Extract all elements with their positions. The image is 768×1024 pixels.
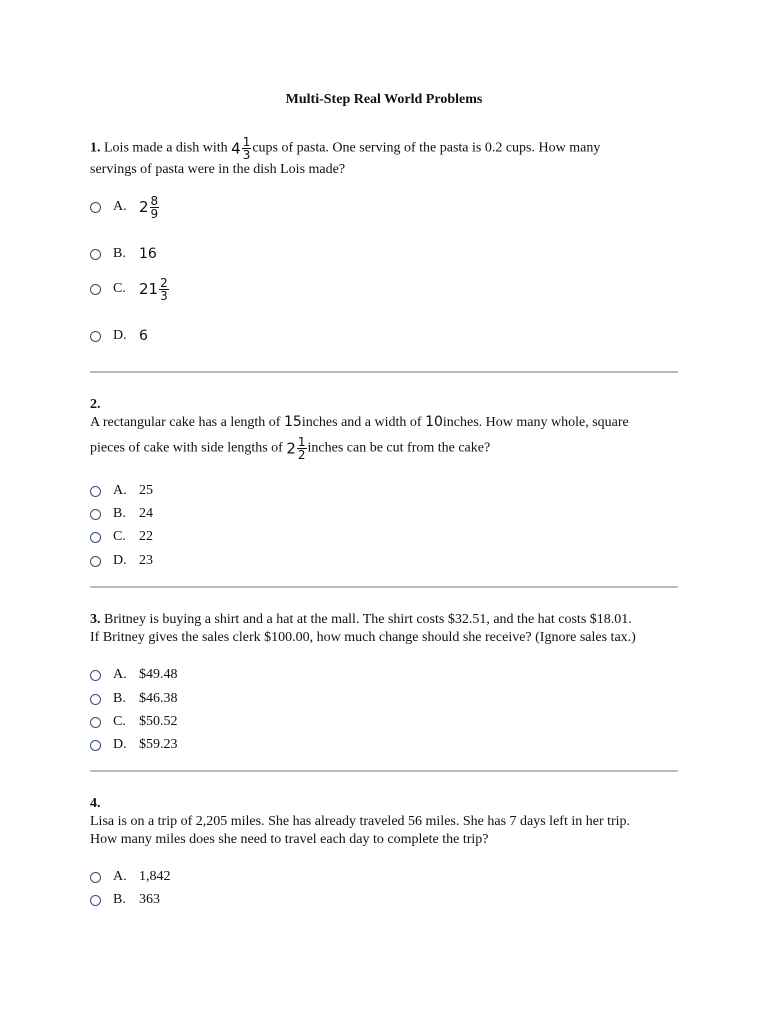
section-divider — [90, 770, 678, 772]
question-4-line-1: Lisa is on a trip of 2,205 miles. She has already traveled 56 miles. She has 7 days left in her trip. — [90, 814, 631, 829]
radio-button-icon[interactable] — [90, 284, 101, 295]
radio-button-icon[interactable] — [90, 740, 101, 751]
option-letter: B. — [113, 892, 126, 907]
option-value: 23 — [139, 553, 153, 568]
option-letter: B. — [113, 246, 126, 261]
question-1-number: 1. — [90, 140, 101, 156]
option-letter: C. — [113, 529, 126, 544]
q3-option-d[interactable] — [90, 735, 178, 755]
question-3-number: 3. — [90, 612, 101, 627]
q2-option-b[interactable] — [90, 504, 153, 524]
radio-button-icon[interactable] — [90, 670, 101, 681]
q3-option-b[interactable] — [90, 689, 178, 709]
q1-option-a[interactable] — [90, 193, 160, 221]
q2-option-a[interactable] — [90, 481, 153, 501]
option-letter: D. — [113, 328, 127, 343]
question-2-length: 15 — [283, 414, 302, 430]
radio-button-icon[interactable] — [90, 717, 101, 728]
question-2-width: 10 — [425, 414, 443, 430]
radio-button-icon[interactable] — [90, 202, 101, 213]
option-value: 2 $\frac{8}{9}$ — [139, 193, 159, 221]
q1-option-b[interactable] — [90, 244, 157, 264]
question-1-line-1 — [90, 136, 600, 161]
option-value: 363 — [139, 892, 160, 907]
radio-button-icon[interactable] — [90, 872, 101, 883]
question-3-line-1: 3. Britney is buying a shirt and a hat at the mall. The shirt costs $32.51, and the hat costs $18.01. — [90, 612, 632, 627]
question-1-text-a: Lois made a dish with — [104, 140, 228, 156]
option-letter: A. — [113, 199, 127, 214]
radio-button-icon[interactable] — [90, 486, 101, 497]
option-value: $46.38 — [139, 691, 178, 706]
option-value: 6 — [139, 328, 148, 344]
radio-button-icon[interactable] — [90, 694, 101, 705]
option-letter: D. — [113, 553, 127, 568]
radio-button-icon[interactable] — [90, 532, 101, 543]
option-letter: A. — [113, 667, 127, 682]
option-value: 21 $\frac{2}{3}$ — [139, 275, 168, 303]
q4-option-a[interactable] — [90, 867, 171, 887]
question-4-number: 4. — [90, 796, 101, 811]
option-value: $50.52 — [139, 714, 178, 729]
option-letter: A. — [113, 483, 127, 498]
question-1-text-b: cups of pasta. One serving of the pasta is 0.2 cups. How many — [252, 140, 601, 156]
option-value: $59.23 — [139, 737, 178, 752]
section-divider — [90, 371, 678, 373]
q2-option-c[interactable] — [90, 527, 153, 547]
section-divider — [90, 586, 678, 588]
question-3-line-2: If Britney gives the sales clerk $100.00, how much change should she receive? (Ignore sales tax.) — [90, 630, 636, 645]
question-2-line-1: A rectangular cake has a length of 15inches and a width of 10inches. How many whole, square — [90, 414, 629, 430]
option-value: 1,842 — [139, 869, 171, 884]
radio-button-icon[interactable] — [90, 249, 101, 260]
page-title: Multi-Step Real World Problems — [285, 92, 483, 107]
q1-option-c[interactable] — [90, 275, 170, 303]
radio-button-icon[interactable] — [90, 895, 101, 906]
q4-option-b[interactable] — [90, 890, 160, 910]
question-1-fraction: $\frac{1}{3}$ — [242, 135, 251, 162]
option-value: 25 — [139, 483, 153, 498]
question-2-line-2: pieces of cake with side lengths of 2 $\frac{1}{2}$ inches can be cut from the cake? — [90, 435, 491, 462]
question-4-line-2: How many miles does she need to travel each day to complete the trip? — [90, 832, 489, 847]
question-2-number: 2. — [90, 397, 101, 412]
question-2-mixed-whole: 2 — [286, 439, 296, 458]
option-letter: B. — [113, 691, 126, 706]
option-letter: B. — [113, 506, 126, 521]
option-value: $49.48 — [139, 667, 178, 682]
option-value: 24 — [139, 506, 153, 521]
question-1-line-2: servings of pasta were in the dish Lois made? — [90, 162, 346, 177]
option-letter: D. — [113, 737, 127, 752]
option-value: 16 — [139, 246, 157, 262]
q3-option-c[interactable] — [90, 712, 178, 732]
radio-button-icon[interactable] — [90, 556, 101, 567]
q2-option-d[interactable] — [90, 551, 153, 571]
option-letter: A. — [113, 869, 127, 884]
question-2-fraction: $\frac{1}{2}$ — [297, 435, 306, 462]
radio-button-icon[interactable] — [90, 331, 101, 342]
option-letter: C. — [113, 281, 126, 296]
q1-option-d[interactable] — [90, 326, 148, 346]
option-letter: C. — [113, 714, 126, 729]
question-1-mixed-whole: 4 — [231, 139, 241, 158]
q3-option-a[interactable] — [90, 665, 178, 685]
option-value: 22 — [139, 529, 153, 544]
radio-button-icon[interactable] — [90, 509, 101, 520]
